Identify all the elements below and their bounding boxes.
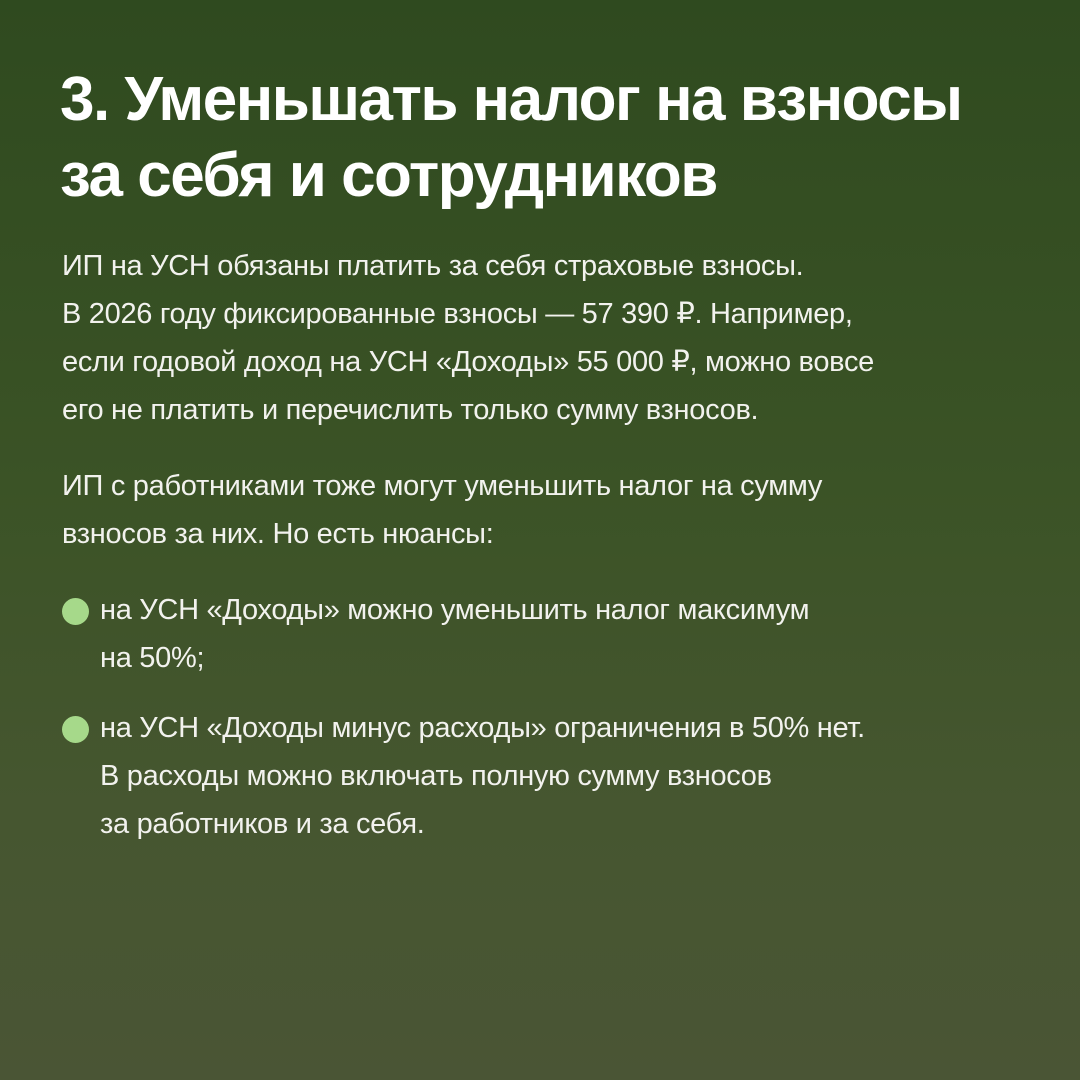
intro-line-4: его не платить и перечислить только сумму взносов. xyxy=(62,394,759,426)
list-item xyxy=(62,704,1042,848)
employees-paragraph xyxy=(62,462,1042,558)
nuances-list xyxy=(62,586,1042,848)
bullet-2-line-2: В расходы можно включать полную сумму взносов xyxy=(100,760,772,792)
intro-line-1: ИП на УСН обязаны платить за себя страховые взносы. xyxy=(62,250,804,282)
employees-line-2: взносов за них. Но есть нюансы: xyxy=(62,518,494,550)
employees-line-1: ИП с работниками тоже могут уменьшить налог на сумму xyxy=(62,470,823,502)
circle-bullet-icon xyxy=(62,716,89,743)
intro-line-3: если годовой доход на УСН «Доходы» 55 000 ₽, можно вовсе xyxy=(62,346,874,378)
title-line-2: за себя и сотрудников xyxy=(60,141,717,210)
intro-paragraph xyxy=(62,242,1042,434)
bullet-1-line-1: на УСН «Доходы» можно уменьшить налог максимум xyxy=(100,594,810,626)
list-item xyxy=(62,586,1042,682)
bullet-2-line-1: на УСН «Доходы минус расходы» ограничения в 50% нет. xyxy=(100,712,865,744)
title-line-1: 3. Уменьшать налог на взносы xyxy=(60,65,962,134)
slide-title xyxy=(60,62,1030,214)
intro-line-2: В 2026 году фиксированные взносы — 57 390 ₽. Например, xyxy=(62,298,853,330)
circle-bullet-icon xyxy=(62,598,89,625)
bullet-2-line-3: за работников и за себя. xyxy=(100,808,425,840)
bullet-1-line-2: на 50%; xyxy=(100,642,205,674)
